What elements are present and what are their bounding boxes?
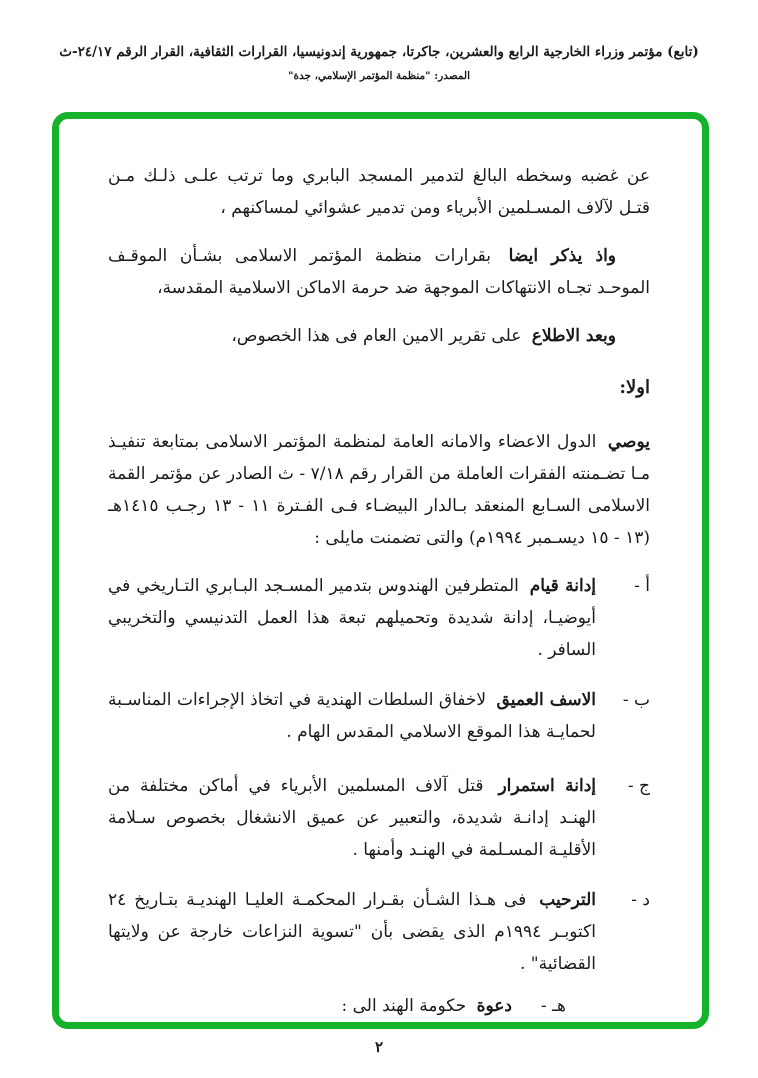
recalling-paragraph [108,240,650,304]
paragraph-lead: يوصي [607,432,650,452]
item-lead: إدانة استمرار [498,776,597,796]
item-marker: ج - [627,776,650,796]
list-item-ha [108,990,566,1022]
item-text: لاخفاق السلطات الهندية في اتخاذ الإجراءات المناسـبة لحمايـة هذا الموقع الاسلامي المقدس الهام . [108,690,596,742]
citation-line: (تابع) مؤتمر وزراء الخارجية الرابع والعشرين، جاكرتا، جمهورية إندونيسيا، القرارات الثقافية، القرار الرقم ٢٤/١٧-ث [59,44,699,60]
item-marker: ب - [622,690,650,710]
item-lead: الترحيب [539,890,597,910]
item-body [108,884,596,980]
section-heading-first: اولا: [619,377,650,398]
list-item-a [108,570,650,666]
list-item-b [108,684,650,748]
paragraph-text: عن غضبه وسخطه البالغ لتدمير المسجد البابري وما ترتب علـى ذلـك مـن قتـل لآلاف المسـلمين الأبرياء ومن تدمير عشوائي لمساكنهم ، [108,166,650,218]
opening-paragraph [108,160,650,224]
item-text: فى هـذا الشـأن بقـرار المحكمـة العليـا الهنديـة بتـاريخ ٢٤ اكتوبـر ١٩٩٤م الذى يقضى بأن "تسوية النزاعات خارجة عن ولايتها القضائية" . [108,890,596,974]
recommendation-paragraph [108,426,650,554]
item-marker: أ - [634,576,650,596]
item-text: حكومة الهند الى : [341,996,467,1016]
paragraph-text: بقرارات منظمة المؤتمر الاسلامى بشـأن الموقـف الموحـد تجـاه الانتهاكات الموجهة ضد حرمة الاماكن الاسلامية المقدسة، [108,246,650,298]
having-reviewed-paragraph [108,320,650,352]
page-number: ٢ [374,1038,384,1056]
item-lead: الاسف العميق [496,690,596,710]
item-lead: دعوة [476,996,512,1016]
item-marker: هـ - [540,996,566,1016]
item-text: المتطرفين الهندوس بتدمير المسـجد البـابري التـاريخي في أيوضيـا، إدانة شديدة وتحميلهم تبعة هذا العمل التدنيسي والتخريبي السافر . [108,576,596,660]
list-item-jim [108,770,650,866]
item-body [108,684,596,748]
item-marker: د - [631,890,650,910]
item-body [108,990,512,1022]
source-line: المصدر: "منظمة المؤتمر الإسلامي، جدة" [287,70,471,82]
item-text: قتل آلاف المسلمين الأبرياء في أماكن مختلفة من الهنـد إدانـة شديدة، والتعبير عن عميق الانشغال بخصوص سـلامة الأقليـة المسـلمة في الهنـد وأمنها . [108,776,596,860]
document-body [108,160,650,1040]
page-header [0,42,758,84]
item-lead: إدانة قيام [529,576,596,596]
item-body [108,770,596,866]
paragraph-lead: وبعد الاطلاع [531,326,616,346]
paragraph-text: على تقرير الامين العام فى هذا الخصوص، [231,326,522,346]
item-body [108,570,596,666]
paragraph-lead: واذ يذكر ايضا [508,246,616,266]
paragraph-text: الدول الاعضاء والامانه العامة لمنظمة المؤتمر الاسلامى بمتابعة تنفيـذ مـا تضـمنته الفقرات العاملة من القرار رقم ٧/١٨ - ث الصادر عن مؤتمر القمة الاسلامى السـابع المنعقد بـالدار البيضـاء فـى الفـترة ١١ - ١٣ رجـب ١٤١٥هـ (١٣ - ١٥ ديسـمبر ١٩٩٤م) والتى تضمنت مايلى : [108,432,650,548]
list-item-dal [108,884,650,980]
